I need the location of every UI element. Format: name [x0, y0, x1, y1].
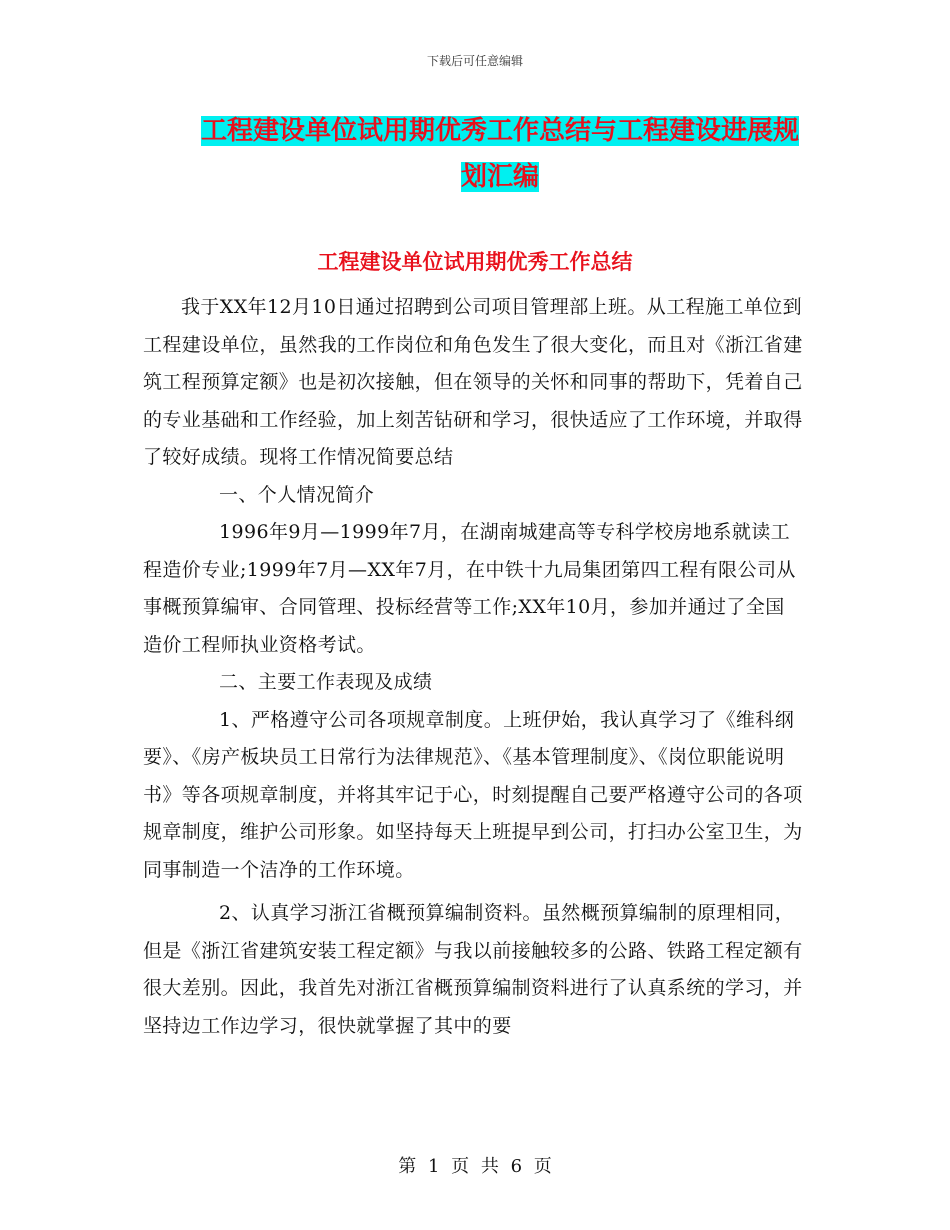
intro-paragraph: 我于XX年12月10日通过招聘到公司项目管理部上班。从工程施工单位到工程建设单位，虽然我的工作岗位和角色发生了很大变化，而且对《浙江省建筑工程预算定额》也是初次接触，但在领导的关怀和同事的帮助下，凭着自己的专业基础和工作经验，加上刻苦钻研和学习，很快适应了工作环境，并取得了较好成绩。现将工作情况简要总结 [143, 296, 803, 468]
document-title-text: 工程建设单位试用期优秀工作总结与工程建设进展规划汇编 [200, 116, 799, 192]
work-item-2: 2、认真学习浙江省概预算编制资料。虽然概预算编制的原理相同，但是《浙江省建筑安装工程定额》与我以前接触较多的公路、铁路工程定额有很大差别。因此，我首先对浙江省概预算编制资料进行了认真系统的学习，并坚持边工作边学习，很快就掌握了其中的要 [143, 902, 803, 1037]
section-heading-personal: 一、个人情况简介 [219, 483, 375, 506]
section-heading-work: 二、主要工作表现及成绩 [219, 671, 433, 693]
section-title: 工程建设单位试用期优秀工作总结 [317, 250, 633, 274]
resume-paragraph: 1996年9月—1999年7月，在湖南城建高等专科学校房地系就读工程造价专业;1999年7月—XX年7月，在中铁十九局集团第四工程有限公司从事概预算编审、合同管理、投标经营等工作;XX年10月，参加并通过了全国造价工程师执业资格考试。 [143, 521, 796, 656]
header-note: 下载后可任意编辑 [426, 54, 523, 68]
page-footer: 第 1 页 共 6 页 [398, 1156, 552, 1177]
work-item-1: 1、严格遵守公司各项规章制度。上班伊始，我认真学习了《维科纲要》、《房产板块员工日常行为法律规范》、《基本管理制度》、《岗位职能说明书》等各项规章制度，并将其牢记于心，时刻提醒自己要严格遵守公司的各项规章制度，维护公司形象。如坚持每天上班提早到公司，打扫办公室卫生，为同事制造一个洁净的工作环境。 [143, 708, 803, 881]
document-body [143, 289, 803, 1045]
document-title [190, 108, 810, 200]
